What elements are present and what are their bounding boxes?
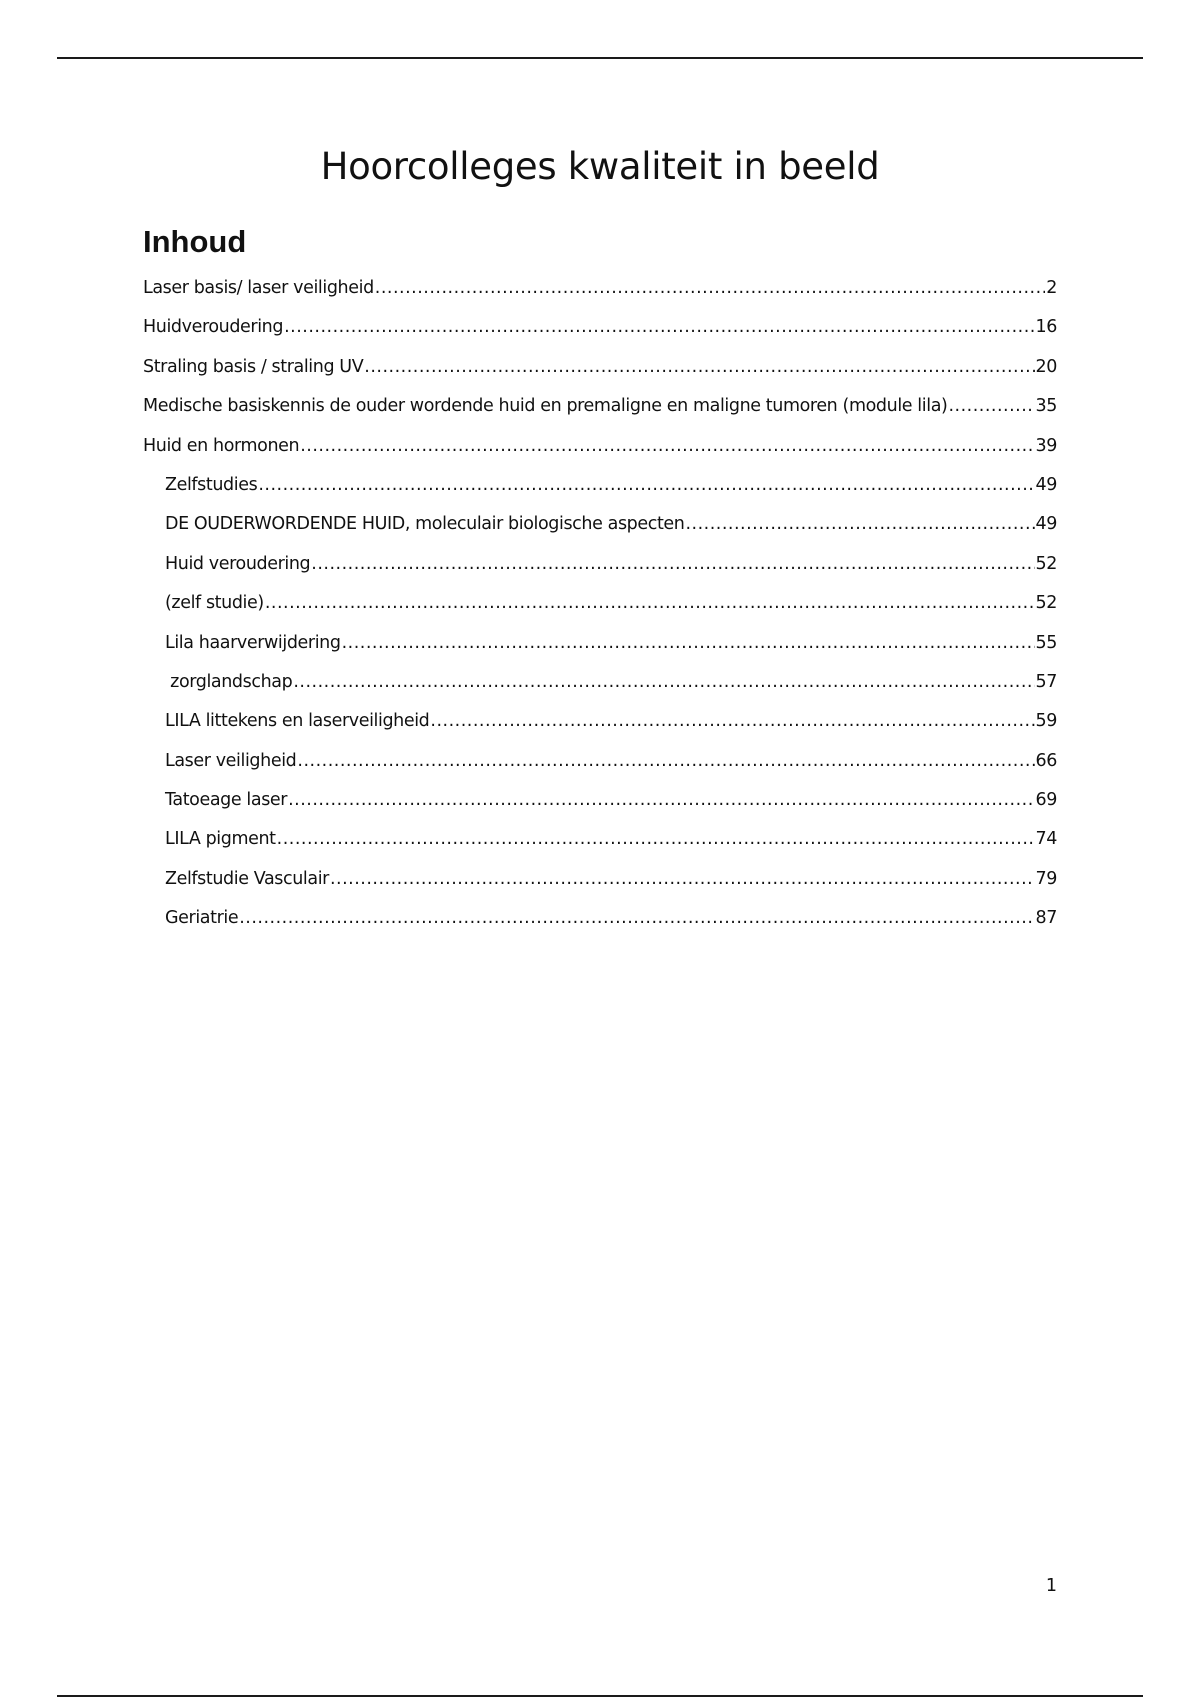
toc-entry-label: Laser basis/ laser veiligheid (143, 278, 374, 298)
toc-entry-label: Zelfstudies (165, 474, 258, 495)
page-number: 1 (1045, 1576, 1057, 1596)
toc-entry-label: Huid en hormonen (143, 435, 300, 456)
toc-entry-page: 49 (1035, 514, 1057, 535)
toc-leader (239, 908, 1034, 928)
toc-heading: Inhoud (143, 224, 247, 259)
toc-leader (284, 317, 1034, 337)
document-title: Hoorcolleges kwaliteit in beeld (320, 145, 880, 188)
toc-entry-label: Geriatrie (165, 908, 239, 929)
toc-subentry[interactable] (143, 829, 1057, 868)
toc-entry[interactable] (143, 357, 1057, 396)
toc-entry-page: 66 (1035, 750, 1057, 771)
toc-entry-page: 49 (1035, 474, 1057, 495)
toc-entry-label: Lila haarverwijdering (165, 632, 341, 653)
toc-subentry[interactable] (143, 593, 1057, 632)
toc-entry-page: 87 (1035, 908, 1057, 929)
toc-leader (300, 436, 1034, 456)
toc-entry-label: Huidveroudering (143, 317, 284, 338)
toc-entry-label: LILA pigment (165, 829, 276, 850)
toc-entry-label: Huid veroudering (165, 553, 311, 574)
toc-leader (430, 711, 1034, 731)
toc-entry[interactable] (143, 436, 1057, 475)
toc-leader (948, 396, 1034, 416)
toc-leader (265, 593, 1035, 613)
toc-entry-page: 35 (1035, 396, 1057, 417)
toc-leader (330, 869, 1035, 889)
toc-entry-page: 52 (1035, 593, 1057, 614)
toc-entry-page: 79 (1035, 868, 1057, 889)
toc-entry-label: LILA littekens en laserveiligheid (165, 711, 430, 732)
toc-leader (277, 829, 1035, 849)
toc-entry-label: Straling basis / straling UV (143, 356, 364, 377)
toc-leader (288, 790, 1034, 810)
toc-subentry[interactable] (143, 751, 1057, 790)
toc-entry-label: Medische basiskennis de ouder wordende huid en premaligne en maligne tumoren (module lila) (143, 396, 948, 417)
toc-entry-page: 57 (1035, 671, 1057, 692)
toc-subentry[interactable] (143, 554, 1057, 593)
toc-entry-page: 52 (1035, 553, 1057, 574)
toc-entry-page: 20 (1035, 356, 1057, 377)
toc-subentry[interactable] (143, 475, 1057, 514)
toc-leader (685, 514, 1034, 534)
toc-entry-label: DE OUDERWORDENDE HUID, moleculair biologische aspecten (165, 514, 685, 535)
toc-leader (293, 672, 1034, 692)
toc-entry-page: 39 (1035, 435, 1057, 456)
toc-subentry[interactable] (143, 908, 1057, 947)
toc-entry-page: 74 (1035, 829, 1057, 850)
toc-entry[interactable] (143, 317, 1057, 356)
toc-entry-page: 59 (1035, 711, 1057, 732)
footer-rule (57, 1695, 1143, 1697)
table-of-contents (143, 278, 1057, 948)
toc-leader (364, 357, 1034, 377)
toc-subentry[interactable] (143, 672, 1057, 711)
toc-entry[interactable] (143, 278, 1057, 317)
toc-subentry[interactable] (143, 514, 1057, 553)
toc-entry-label: zorglandschap (165, 671, 293, 692)
header-rule (57, 57, 1143, 59)
toc-leader (258, 475, 1034, 495)
toc-entry-page: 2 (1046, 278, 1057, 298)
toc-entry-label: Zelfstudie Vasculair (165, 868, 329, 889)
toc-leader (375, 278, 1045, 298)
toc-entry-page: 69 (1035, 790, 1057, 811)
toc-entry-page: 55 (1035, 632, 1057, 653)
toc-entry-page: 16 (1035, 317, 1057, 338)
toc-entry[interactable] (143, 396, 1057, 435)
toc-subentry[interactable] (143, 633, 1057, 672)
toc-leader (297, 751, 1034, 771)
toc-entry-label: Tatoeage laser (165, 790, 288, 811)
toc-entry-label: Laser veiligheid (165, 750, 297, 771)
toc-subentry[interactable] (143, 869, 1057, 908)
toc-subentry[interactable] (143, 790, 1057, 829)
toc-leader (342, 633, 1035, 653)
toc-subentry[interactable] (143, 711, 1057, 750)
toc-leader (311, 554, 1034, 574)
toc-entry-label: (zelf studie) (165, 593, 264, 614)
